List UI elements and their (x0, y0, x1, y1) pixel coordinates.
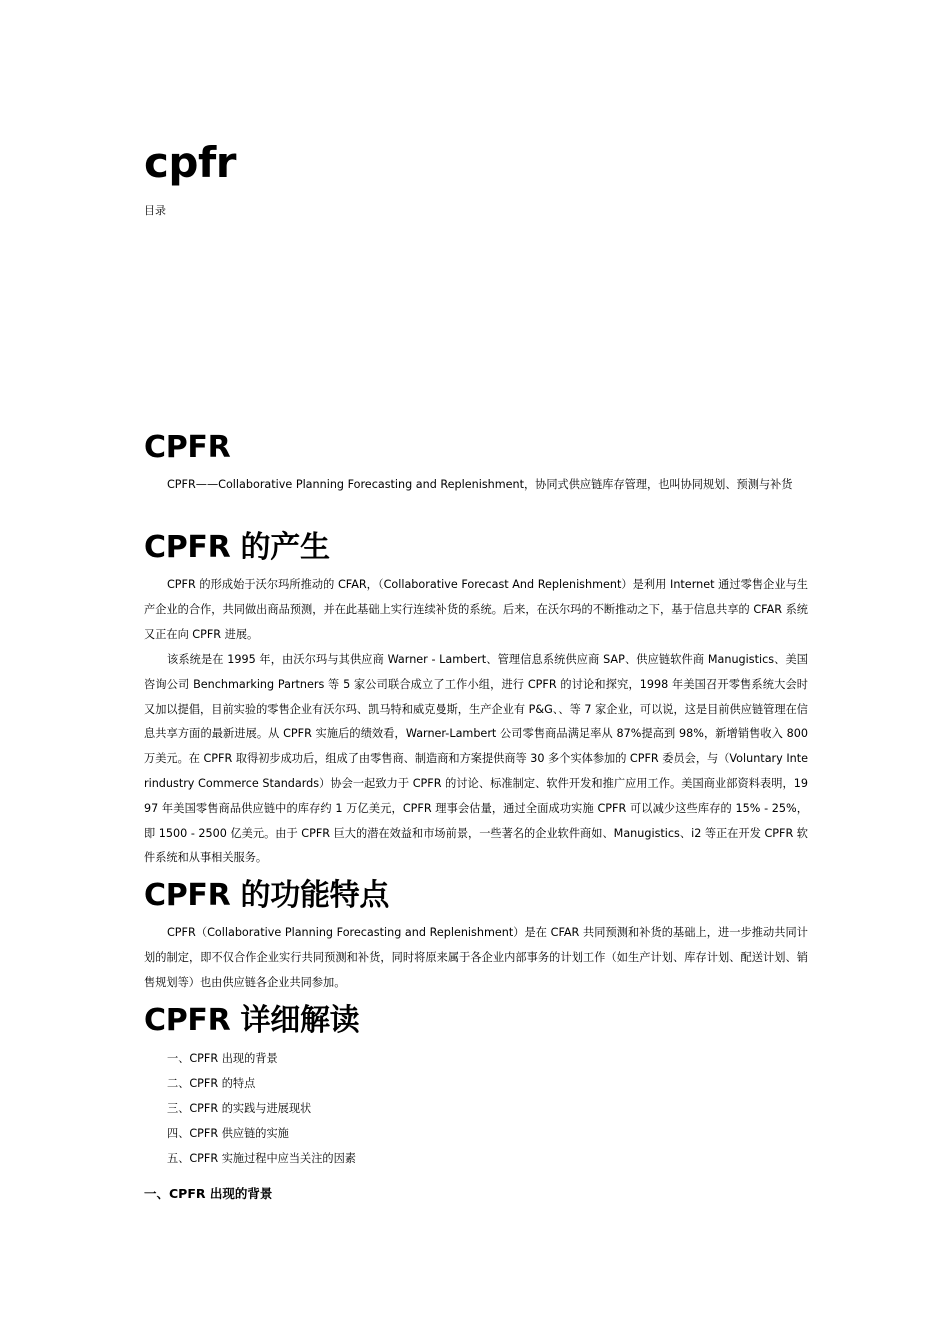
detail-outline-list (144, 1046, 356, 1171)
section-paragraph: 该系统是在 1995 年，由沃尔玛与其供应商 Warner - Lambert、管理信息系统供应商 SAP、供应链软件商 Manugistics、美国咨询公司 Benchmarking Partners 等 5 家公司联合成立了工作小组，进行 CPFR 的讨论和探究，1998 年美国召开零售系统大会时又加以提倡，目前实验的零售企业有沃尔玛、凯马特和威克曼斯，生产企业有 P&G、、等 7 家企业，可以说，这是目前供应链管理在信息共享方面的最新进展。从 CPFR 实施后的绩效看，Warner-Lambert 公司零售商品满足率从 87%提高到 98%，新增销售收入 800 万美元。在 CPFR 取得初步成功后，组成了由零售商、制造商和方案提供商等 30 多个实体参加的 CPFR 委员会，与（Voluntary Interindustry Commerce Standards）协会一起致力于 CPFR 的讨论、标准制定、软件开发和推广应用工作。美国商业部资料表明，1997 年美国零售商品供应链中的库存约 1 万亿美元，CPFR 理事会估量，通过全面成功实施 CPFR 可以减少这些库存的 15% - 25%，即 1500 - 2500 亿美元。由于 CPFR 巨大的潜在效益和市场前景，一些著名的企业软件商如、Manugistics、i2 等正在开发 CPFR 软件系统和从事相关服务。 (144, 653, 808, 865)
list-item: 一、CPFR 出现的背景 (167, 1052, 278, 1065)
list-item: 四、CPFR 供应链的实施 (167, 1127, 289, 1140)
subsection-heading-background: 一、CPFR 出现的背景 (144, 1186, 273, 1201)
section-paragraph: CPFR 的形成始于沃尔玛所推动的 CFAR，（Collaborative Forecast And Replenishment）是利用 Internet 通过零售企业与生产企业的合作，共同做出商品预测，并在此基础上实行连续补货的系统。后来，在沃尔玛的不断推动之下，基于信息共享的 CFAR 系统又正在向 CPFR 进展。 (144, 578, 808, 641)
list-item: 二、CPFR 的特点 (167, 1077, 256, 1090)
section-paragraph: CPFR（Collaborative Planning Forecasting and Replenishment）是在 CFAR 共同预测和补货的基础上，进一步推动共同计划的制定，即不仅合作企业实行共同预测和补货，同时将原来属于各企业内部事务的计划工作（如生产计划、库存计划、配送计划、销售规划等）也由供应链各企业共同参加。 (144, 926, 808, 989)
document-title: cpfr (144, 138, 236, 187)
list-item: 三、CPFR 的实践与进展现状 (167, 1102, 312, 1115)
list-item: 五、CPFR 实施过程中应当关注的因素 (167, 1152, 356, 1165)
section-heading-origin: CPFR 的产生 (144, 530, 330, 565)
section-heading-cpfr: CPFR (144, 430, 231, 465)
section-heading-features: CPFR 的功能特点 (144, 878, 390, 913)
section-heading-detail: CPFR 详细解读 (144, 1003, 360, 1038)
section-paragraph: CPFR——Collaborative Planning Forecasting and Replenishment，协同式供应链库存管理，也叫协同规划、预测与补货 (167, 478, 793, 491)
toc-label: 目录 (144, 204, 166, 217)
